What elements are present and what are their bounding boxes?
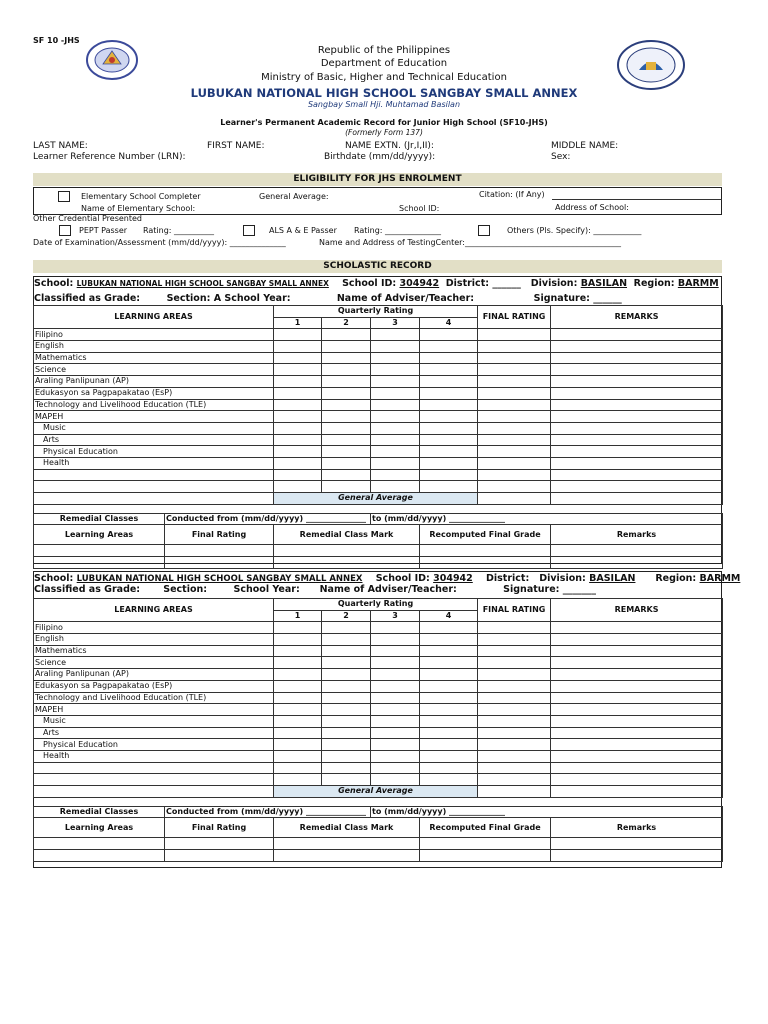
quarter-cell[interactable] (371, 715, 420, 727)
table-row (34, 422, 723, 434)
pept-rating: Rating: __________ (143, 226, 215, 235)
remarks-cell[interactable] (551, 399, 723, 411)
table-row (34, 645, 723, 657)
remarks-cell[interactable] (551, 680, 723, 692)
final-rating-cell[interactable] (478, 352, 551, 364)
final-rating-cell[interactable] (478, 750, 551, 762)
other-cred-label: Other Credential Presented (33, 214, 142, 223)
quarter-2-header: 2 (322, 317, 371, 329)
pept-label: PEPT Passer (79, 226, 128, 235)
remarks-cell[interactable] (551, 739, 723, 751)
table-row (34, 680, 723, 692)
subject-name: Mathematics (34, 352, 274, 364)
table-row (34, 434, 723, 446)
remedial-classes-label: Remedial Classes (34, 806, 165, 818)
subject-name: MAPEH (34, 704, 274, 716)
remedial-class-mark-header: Remedial Class Mark (274, 818, 420, 838)
remarks-cell[interactable] (551, 645, 723, 657)
subject-name: English (34, 634, 274, 646)
quarter-cell[interactable] (322, 634, 371, 646)
table-row (34, 481, 723, 493)
quarter-cell[interactable] (420, 669, 478, 681)
subject-name: Araling Panlipunan (AP) (34, 376, 274, 388)
form-subtitle: (Formerly Form 137) (345, 128, 423, 137)
table-row (34, 727, 723, 739)
quarter-cell[interactable] (274, 680, 322, 692)
remarks-cell[interactable] (551, 692, 723, 704)
record-1-grade-line: Classified as Grade: Section: A School Year: Name of Adviser/Teacher: Signature: ______ (34, 293, 622, 304)
quarter-cell[interactable] (371, 376, 420, 388)
birthdate-label: Birthdate (mm/dd/yyyy): (324, 152, 436, 162)
record-1-school-line: School: LUBUKAN NATIONAL HIGH SCHOOL SANGBAY SMALL ANNEX School ID: 304942 District: ______ Division: BASILAN Region: BARMM (34, 278, 719, 289)
quarter-cell[interactable] (322, 376, 371, 388)
remarks-cell[interactable] (551, 329, 723, 341)
final-rating-cell[interactable] (478, 376, 551, 388)
citation-label: Citation: (If Any) (479, 190, 545, 199)
remarks-cell[interactable] (551, 457, 723, 469)
subject-name: Arts (34, 727, 274, 739)
quarter-cell[interactable] (322, 657, 371, 669)
final-rating-cell[interactable] (478, 715, 551, 727)
completer-checkbox[interactable] (58, 191, 70, 202)
quarter-cell[interactable] (371, 422, 420, 434)
quarter-cell[interactable] (420, 680, 478, 692)
quarter-cell[interactable] (420, 739, 478, 751)
quarter-cell[interactable] (420, 657, 478, 669)
table-row (34, 399, 723, 411)
remarks-header: REMARKS (551, 306, 723, 329)
final-rating-cell[interactable] (478, 669, 551, 681)
quarter-cell[interactable] (420, 434, 478, 446)
final-rating-cell[interactable] (478, 399, 551, 411)
sex-label: Sex: (551, 152, 571, 162)
table-row (34, 411, 723, 423)
exam-date-label: Date of Examination/Assessment (mm/dd/yyyy): ______________ (33, 238, 286, 247)
remarks-header: REMARKS (551, 599, 723, 622)
quarter-cell[interactable] (420, 704, 478, 716)
quarter-cell[interactable] (371, 727, 420, 739)
quarter-cell[interactable] (420, 645, 478, 657)
quarter-cell[interactable] (371, 657, 420, 669)
lrn-label: Learner Reference Number (LRN): (33, 152, 186, 162)
quarter-cell[interactable] (420, 341, 478, 353)
table-row (34, 469, 723, 481)
table-row (34, 622, 723, 634)
quarter-cell[interactable] (371, 669, 420, 681)
quarter-cell[interactable] (274, 669, 322, 681)
quarter-cell[interactable] (371, 446, 420, 458)
quarter-4-header: 4 (420, 317, 478, 329)
subject-name: Filipino (34, 622, 274, 634)
subject-name: Edukasyon sa Pagpapakatao (EsP) (34, 387, 274, 399)
table-row (34, 850, 723, 862)
subject-name: Health (34, 457, 274, 469)
quarter-cell[interactable] (371, 457, 420, 469)
citation-line (552, 199, 722, 200)
quarter-cell[interactable] (420, 399, 478, 411)
final-rating-cell[interactable] (478, 704, 551, 716)
quarter-cell[interactable] (420, 622, 478, 634)
final-rating-cell[interactable] (478, 387, 551, 399)
final-rating-cell[interactable] (478, 446, 551, 458)
eligibility-band: ELIGIBILITY FOR JHS ENROLMENT (33, 173, 722, 186)
quarter-cell[interactable] (371, 411, 420, 423)
remarks-cell[interactable] (551, 622, 723, 634)
quarterly-rating-header: Quarterly Rating (274, 306, 478, 318)
final-rating-header: FINAL RATING (478, 599, 551, 622)
general-average-cell[interactable] (478, 786, 551, 798)
quarter-4-header: 4 (420, 610, 478, 622)
table-row (34, 545, 723, 557)
quarter-cell[interactable] (274, 750, 322, 762)
quarter-cell[interactable] (274, 434, 322, 446)
form-code: SF 10 -JHS (33, 36, 80, 45)
pept-checkbox[interactable] (59, 225, 71, 236)
header-line-3: Ministry of Basic, Higher and Technical Education (261, 72, 507, 83)
header-line-2: Department of Education (320, 58, 448, 69)
table-row (34, 704, 723, 716)
quarter-cell[interactable] (274, 422, 322, 434)
quarter-cell[interactable] (322, 446, 371, 458)
quarter-cell[interactable] (322, 364, 371, 376)
remarks-cell[interactable] (551, 750, 723, 762)
record-1-grades-table (33, 305, 723, 569)
quarter-cell[interactable] (274, 329, 322, 341)
quarter-cell[interactable] (371, 399, 420, 411)
table-row (34, 838, 723, 850)
middle-name-label: MIDDLE NAME: (551, 141, 619, 151)
remedial-class-mark-header: Remedial Class Mark (274, 525, 420, 545)
last-name-label: LAST NAME: (33, 141, 88, 151)
subject-name: Music (34, 422, 274, 434)
final-rating-cell[interactable] (478, 457, 551, 469)
remarks-cell[interactable] (551, 364, 723, 376)
record-2-grade-line: Classified as Grade: Section: School Year: Name of Adviser/Teacher: Signature: _______ (34, 584, 597, 595)
record-2-school-line: School: LUBUKAN NATIONAL HIGH SCHOOL SANGBAY SMALL ANNEX School ID: 304942 District: Division: BASILAN Region: BARMM (34, 573, 741, 584)
table-row (34, 329, 723, 341)
quarter-cell[interactable] (322, 750, 371, 762)
quarter-cell[interactable] (420, 329, 478, 341)
quarter-cell[interactable] (420, 352, 478, 364)
scholastic-band: SCHOLASTIC RECORD (33, 260, 722, 273)
quarter-cell[interactable] (420, 376, 478, 388)
quarter-1-header: 1 (274, 610, 322, 622)
remedial-learning-areas-header: Learning Areas (34, 818, 165, 838)
subject-name: Science (34, 364, 274, 376)
quarter-cell[interactable] (371, 704, 420, 716)
quarter-cell[interactable] (274, 657, 322, 669)
recomputed-grade-header: Recomputed Final Grade (420, 818, 551, 838)
others-checkbox[interactable] (478, 225, 490, 236)
quarter-cell[interactable] (322, 692, 371, 704)
quarter-cell[interactable] (274, 645, 322, 657)
quarter-cell[interactable] (420, 446, 478, 458)
remarks-cell[interactable] (551, 434, 723, 446)
als-rating: Rating: ______________ (354, 226, 442, 235)
first-name-label: FIRST NAME: (207, 141, 265, 151)
quarter-cell[interactable] (420, 411, 478, 423)
quarter-cell[interactable] (322, 645, 371, 657)
final-rating-cell[interactable] (478, 434, 551, 446)
final-rating-cell[interactable] (478, 364, 551, 376)
final-rating-cell[interactable] (478, 739, 551, 751)
table-row (34, 657, 723, 669)
subject-name: Araling Panlipunan (AP) (34, 669, 274, 681)
remarks-cell[interactable] (551, 704, 723, 716)
table-row (34, 387, 723, 399)
remedial-to-label: to (mm/dd/yyyy) ______________ (371, 513, 723, 525)
table-row (34, 762, 723, 774)
final-rating-cell[interactable] (478, 680, 551, 692)
quarter-cell[interactable] (274, 376, 322, 388)
remarks-cell[interactable] (551, 634, 723, 646)
quarter-cell[interactable] (274, 715, 322, 727)
testing-center-label: Name and Address of TestingCenter:_______________________________________ (319, 238, 621, 247)
quarter-cell[interactable] (274, 739, 322, 751)
quarter-cell[interactable] (322, 329, 371, 341)
quarter-cell[interactable] (274, 622, 322, 634)
remarks-cell[interactable] (551, 411, 723, 423)
quarter-cell[interactable] (322, 704, 371, 716)
quarter-cell[interactable] (371, 739, 420, 751)
quarter-cell[interactable] (420, 422, 478, 434)
table-row (34, 739, 723, 751)
als-label: ALS A & E Passer (269, 226, 337, 235)
remedial-learning-areas-header: Learning Areas (34, 525, 165, 545)
remarks-cell[interactable] (551, 376, 723, 388)
remarks-cell[interactable] (551, 657, 723, 669)
remarks-cell[interactable] (551, 387, 723, 399)
learning-areas-header: LEARNING AREAS (34, 599, 274, 622)
final-rating-cell[interactable] (478, 329, 551, 341)
final-rating-cell[interactable] (478, 411, 551, 423)
table-row (34, 557, 723, 569)
recomputed-grade-header: Recomputed Final Grade (420, 525, 551, 545)
record-2-grades-table (33, 598, 723, 862)
subject-name: English (34, 341, 274, 353)
quarter-cell[interactable] (274, 341, 322, 353)
subject-name: Music (34, 715, 274, 727)
quarter-cell[interactable] (322, 399, 371, 411)
remedial-final-rating-header: Final Rating (165, 525, 274, 545)
quarter-cell[interactable] (274, 364, 322, 376)
quarter-cell[interactable] (322, 622, 371, 634)
learning-areas-header: LEARNING AREAS (34, 306, 274, 329)
remedial-remarks-header: Remarks (551, 818, 723, 838)
table-row (34, 446, 723, 458)
quarter-cell[interactable] (274, 411, 322, 423)
remarks-cell[interactable] (551, 341, 723, 353)
quarter-cell[interactable] (420, 387, 478, 399)
quarter-cell[interactable] (371, 645, 420, 657)
remarks-cell[interactable] (551, 446, 723, 458)
quarter-1-header: 1 (274, 317, 322, 329)
quarter-cell[interactable] (322, 434, 371, 446)
remedial-classes-label: Remedial Classes (34, 513, 165, 525)
subject-name: Technology and Livelihood Education (TLE) (34, 692, 274, 704)
quarter-cell[interactable] (322, 680, 371, 692)
quarter-cell[interactable] (274, 446, 322, 458)
quarter-cell[interactable] (420, 692, 478, 704)
final-rating-header: FINAL RATING (478, 306, 551, 329)
quarter-cell[interactable] (371, 352, 420, 364)
final-rating-cell[interactable] (478, 645, 551, 657)
quarter-cell[interactable] (371, 364, 420, 376)
table-row (34, 774, 723, 786)
table-row (34, 669, 723, 681)
quarter-cell[interactable] (274, 352, 322, 364)
quarter-cell[interactable] (274, 692, 322, 704)
elem-school-label: Name of Elementary School: (81, 204, 196, 213)
subject-name: Technology and Livelihood Education (TLE) (34, 399, 274, 411)
quarter-cell[interactable] (322, 341, 371, 353)
completer-label: Elementary School Completer (81, 192, 201, 201)
table-row (34, 634, 723, 646)
header-line-1: Republic of the Philippines (317, 45, 451, 56)
subject-name: Arts (34, 434, 274, 446)
quarter-cell[interactable] (322, 422, 371, 434)
remarks-cell[interactable] (551, 669, 723, 681)
remedial-to-label: to (mm/dd/yyyy) ______________ (371, 806, 723, 818)
quarter-cell[interactable] (420, 634, 478, 646)
quarter-cell[interactable] (322, 715, 371, 727)
school-id-label: School ID: (399, 204, 440, 213)
subject-name: Physical Education (34, 739, 274, 751)
remedial-remarks-header: Remarks (551, 525, 723, 545)
quarter-2-header: 2 (322, 610, 371, 622)
gen-avg-label: General Average: (259, 192, 329, 201)
quarter-cell[interactable] (420, 364, 478, 376)
quarter-cell[interactable] (420, 715, 478, 727)
quarter-cell[interactable] (274, 704, 322, 716)
quarter-cell[interactable] (371, 680, 420, 692)
subject-name: Physical Education (34, 446, 274, 458)
final-rating-cell[interactable] (478, 422, 551, 434)
quarter-cell[interactable] (322, 411, 371, 423)
quarter-cell[interactable] (274, 387, 322, 399)
form-title: Learner's Permanent Academic Record for Junior High School (SF10-JHS) (220, 118, 548, 127)
table-row (34, 715, 723, 727)
remarks-cell[interactable] (551, 715, 723, 727)
quarter-cell[interactable] (371, 692, 420, 704)
address-label: Address of School: (555, 203, 629, 212)
others-label: Others (Pls. Specify): ____________ (507, 226, 642, 235)
school-name: LUBUKAN NATIONAL HIGH SCHOOL SANGBAY SMALL ANNEX (190, 86, 578, 100)
quarter-cell[interactable] (371, 622, 420, 634)
final-rating-cell[interactable] (478, 622, 551, 634)
quarter-cell[interactable] (274, 727, 322, 739)
final-rating-cell[interactable] (478, 657, 551, 669)
subject-name: Science (34, 657, 274, 669)
remedial-conducted-label: Conducted from (mm/dd/yyyy) _______________ (165, 806, 371, 818)
remarks-cell[interactable] (551, 352, 723, 364)
subject-name: Mathematics (34, 645, 274, 657)
quarter-cell[interactable] (371, 634, 420, 646)
quarter-cell[interactable] (322, 352, 371, 364)
quarter-cell[interactable] (322, 739, 371, 751)
remarks-cell[interactable] (551, 422, 723, 434)
quarter-cell[interactable] (420, 457, 478, 469)
quarter-cell[interactable] (371, 341, 420, 353)
quarter-cell[interactable] (420, 727, 478, 739)
general-average-label: General Average (274, 493, 478, 505)
quarter-cell[interactable] (274, 457, 322, 469)
quarter-cell[interactable] (274, 634, 322, 646)
quarter-cell[interactable] (371, 750, 420, 762)
general-average-cell[interactable] (478, 493, 551, 505)
quarter-cell[interactable] (322, 387, 371, 399)
subject-name: Filipino (34, 329, 274, 341)
quarter-cell[interactable] (322, 669, 371, 681)
final-rating-cell[interactable] (478, 634, 551, 646)
final-rating-cell[interactable] (478, 692, 551, 704)
final-rating-cell[interactable] (478, 341, 551, 353)
table-row (34, 750, 723, 762)
quarter-3-header: 3 (371, 610, 420, 622)
name-ext-label: NAME EXTN. (Jr,I,II): (345, 141, 434, 151)
school-subname: Sangbay Small Hji. Muhtamad Basilan (307, 100, 461, 109)
als-checkbox[interactable] (243, 225, 255, 236)
table-row (34, 352, 723, 364)
quarter-cell[interactable] (274, 399, 322, 411)
table-row (34, 376, 723, 388)
quarter-cell[interactable] (371, 329, 420, 341)
table-row (34, 457, 723, 469)
quarter-3-header: 3 (371, 317, 420, 329)
general-average-label: General Average (274, 786, 478, 798)
table-row (34, 341, 723, 353)
remarks-cell[interactable] (551, 727, 723, 739)
subject-name: Health (34, 750, 274, 762)
table-row (34, 364, 723, 376)
quarter-cell[interactable] (371, 434, 420, 446)
table-row (34, 692, 723, 704)
final-rating-cell[interactable] (478, 727, 551, 739)
quarter-cell[interactable] (420, 750, 478, 762)
quarter-cell[interactable] (322, 457, 371, 469)
remedial-final-rating-header: Final Rating (165, 818, 274, 838)
remedial-conducted-label: Conducted from (mm/dd/yyyy) _______________ (165, 513, 371, 525)
subject-name: Edukasyon sa Pagpapakatao (EsP) (34, 680, 274, 692)
subject-name: MAPEH (34, 411, 274, 423)
quarter-cell[interactable] (371, 387, 420, 399)
quarterly-rating-header: Quarterly Rating (274, 599, 478, 611)
quarter-cell[interactable] (322, 727, 371, 739)
